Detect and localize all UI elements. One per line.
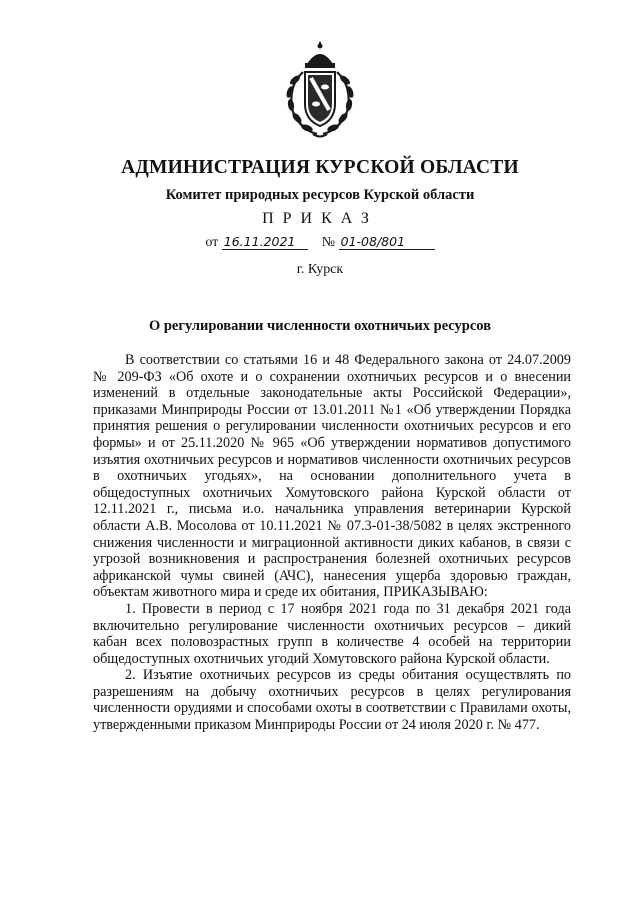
document-subject: О регулировании численности охотничьих ресурсов bbox=[148, 318, 492, 334]
order-date-number bbox=[0, 235, 640, 251]
coat-of-arms-icon bbox=[281, 42, 359, 142]
city: г. Курск bbox=[296, 262, 344, 277]
committee-name: Комитет природных ресурсов Курской области bbox=[165, 187, 475, 203]
order-date: 16.11.2021 bbox=[222, 235, 308, 250]
clause-paragraph: 2. Изъятие охотничьих ресурсов из среды обитания осуществлять по разрешениям на добычу охотничьих ресурсов в целях регулирования численности орудиями и способами охоты в соответствии с Правилами охоты, утвержденными приказом Минприроды России от 24 июля 2020 г. № 477. bbox=[93, 667, 571, 734]
document-body bbox=[93, 352, 571, 734]
date-prefix: от bbox=[205, 235, 219, 250]
clause-paragraph: 1. Провести в период с 17 ноября 2021 года по 31 декабря 2021 года включительно регулирование численности охотничьих ресурсов – дикий кабан всех половозрастных групп в количестве 4 особей на территории общедоступных охотничьих угодий Хомутовского района Курской области. bbox=[93, 600, 571, 667]
number-prefix: № bbox=[321, 235, 336, 250]
order-number: 01-08/801 bbox=[339, 235, 435, 250]
organization-title: АДМИНИСТРАЦИЯ КУРСКОЙ ОБЛАСТИ bbox=[121, 157, 519, 178]
document-type: ПРИКАЗ bbox=[262, 210, 378, 227]
preamble-paragraph: В соответствии со статьями 16 и 48 Федерального закона от 24.07.2009 № 209-ФЗ «Об охоте и о сохранении охотничьих ресурсов и о внесении изменений в отдельные законодательные акты Российской Федерации», приказами Минприроды России от 13.01.2011 №1 «Об утверждении Порядка принятия решения о регулировании численности охотничьих ресурсов и его формы» и от 25.11.2020 № 965 «Об утверждении нормативов допустимого изъятия охотничьих ресурсов и нормативов численности охотничьих ресурсов в охотничьих угодьях», на основании дополнительного учета в общедоступных охотничьих Хомутовского района Курской области от 12.11.2021 г., письма и.о. начальника управления ветеринарии Курской области А.В. Мосолова от 10.11.2021 № 07.3-01-38/5082 в целях экстренного снижения численности и миграционной активности диких кабанов, в связи с угрозой возникновения и распространения болезней охотничьих ресурсов африканской чумы свиней (АЧС), нанесения ущерба здоровью граждан, объектам животного мира и среде их обитания, ПРИКАЗЫВАЮ: bbox=[93, 352, 571, 601]
